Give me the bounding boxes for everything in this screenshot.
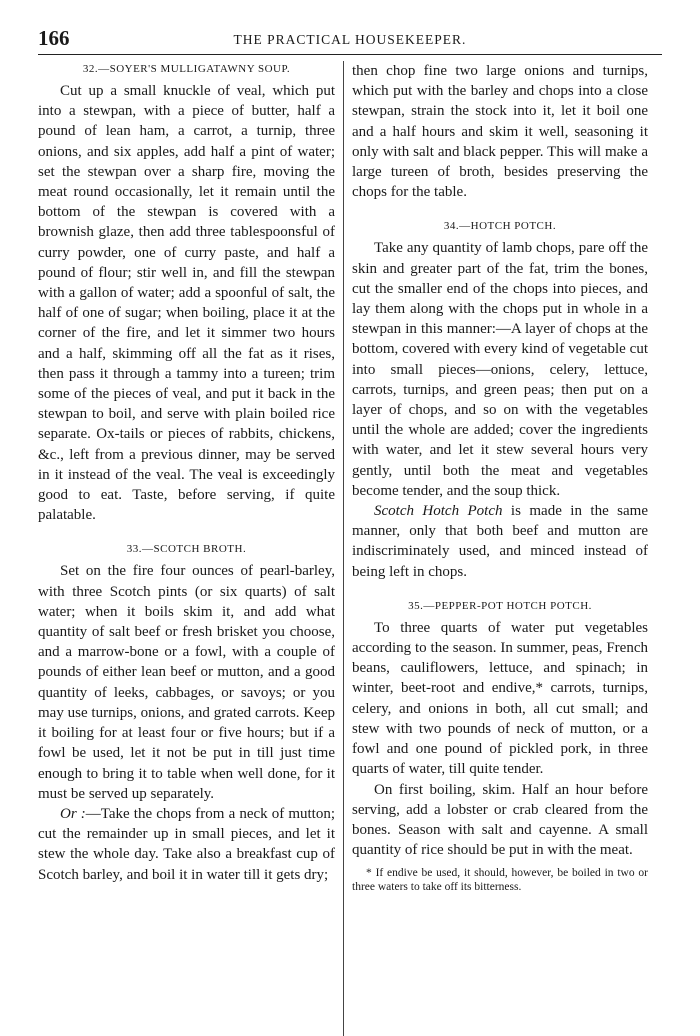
recipe-paragraph [352, 501, 648, 582]
footnote: * If endive be used, it should, however, be boiled in two or three waters to take off its bitterness. [352, 867, 648, 894]
recipe-paragraph: On first boiling, skim. Half an hour before serving, add a lobster or crab cleared from the bones. Season with salt and cayenne. A small quantity of rice should be put in with the meat. [352, 781, 648, 859]
left-column [38, 61, 343, 1036]
recipe-paragraph: To three quarts of water put vegetables according to the season. In summer, peas, French beans, cauliflowers, lettuce, and spinach; in winter, beet-root and endive,* carrots, turnips, celery, and onions in both, all cut small; and stew with two pounds of neck of mutton, or a fowl and one pound of pickled pork, in three quarts of water, till quite tender. [352, 619, 648, 778]
recipe-paragraph: Take any quantity of lamb chops, pare off the skin and greater part of the fat, trim the bones, cut the smaller end of the chops into pieces, and lay them along with the chops put in whole in a stewpan in this manner:—A layer of chops at the bottom, covered with every kind of vegetable cut into small pieces—onions, celery, lettuce, carrots, turnips, and green peas; then put on a layer of chops, and so on with the vegetables until the whole are added; cover the ingredients with water, and let it stew several hours very gently, until both the meat and vegetables become tender, and the soup thick. [352, 240, 648, 499]
recipe-heading: 33.—SCOTCH BROTH. [126, 543, 247, 556]
page-header [38, 20, 662, 55]
recipe-paragraph: Cut up a small knuckle of veal, which put into a stewpan, with a piece of butter, half a pound of lean ham, a carrot, a turnip, three onions, and six apples, add half a pint of water; set the stewpan over a sharp fire, moving the meat round occasionally, let it remain until the bottom of the stewpan is covered with a brownish glaze, then add three tablespoonsful of curry powder, one of curry paste, and half a pound of flour; stir well in, and fill the stewpan with a gallon of water; add a spoonful of salt, the half of one of sugar; when boiling, place it at the corner of the fire, and let it simmer two hours and a half, skimming off all the fat as it rises, then pass it through a tammy into a tureen; trim some of the pieces of veal, and put it back in the stewpan to boil, and serve with plain boiled rice separate. Ox-tails or pieces of rabbits, chickens, &c., left from a previous dinner, may be served in it instead of the veal. The veal is exceedingly good to eat. Taste, before serving, if quite palatable. [38, 83, 335, 524]
page-number: 166 [38, 26, 70, 50]
recipe-heading: 34.—HOTCH POTCH. [443, 220, 557, 233]
italic-lead: Scotch Hotch Potch [374, 503, 503, 520]
recipe-paragraph-continued: then chop fine two large onions and turnips, which put with the barley and chops into a close stewpan, strain the stock into it, let it boil one and a half hours and skim it well, seasoning it only with salt and black pepper. This will make a large tureen of broth, besides preserving the chops for the table. [352, 63, 648, 201]
recipe-paragraph: Set on the fire four ounces of pearl-barley, with three Scotch pints (or six quarts) of salt water; when it boils skim it, and add what quantity of salt beef or fresh brisket you choose, and a marrow-bone or a fowl, with a couple of pounds of either lean beef or mutton, and a good quantity of leeks, cabbages, or savoys; or you may use turnips, onions, and grated carrots. Keep it boiling for at least four or five hours; but if a fowl be used, let it not be put in till just time enough to bring it to table when well done, for it must be served up separately. [38, 563, 335, 802]
recipe-paragraph [38, 804, 335, 885]
or-text: —Take the chops from a neck of mutton; cut the remainder up in small pieces, and let it stew the whole day. Take also a breakfast cup of Scotch barley, and boil it in water till it gets dry; [38, 805, 335, 883]
running-title: THE PRACTICAL HOUSEKEEPER. [233, 32, 467, 47]
text-columns [38, 61, 662, 1036]
italic-rest: is made in the same manner, only that both beef and mutton are indiscriminately used, and minced instead of being left in chops. [352, 503, 648, 580]
recipe-heading: 35.—PEPPER-POT HOTCH POTCH. [408, 599, 592, 612]
recipe-heading: 32.—SOYER'S MULLIGATAWNY SOUP. [82, 63, 291, 75]
or-lead: Or : [60, 805, 86, 822]
right-column [343, 61, 648, 1036]
